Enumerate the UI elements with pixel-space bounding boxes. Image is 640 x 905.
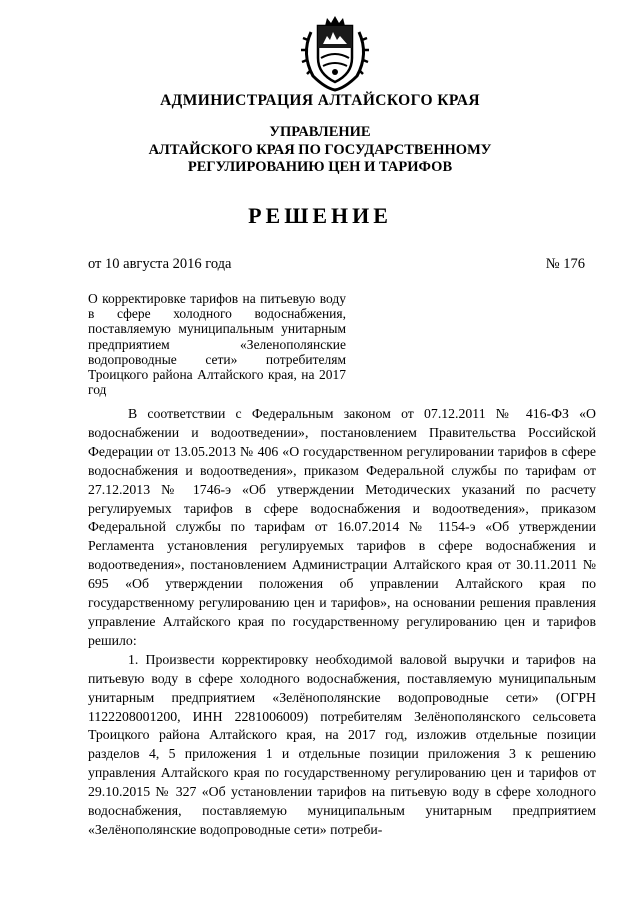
department-title — [0, 124, 640, 177]
organization-title: АДМИНИСТРАЦИЯ АЛТАЙСКОГО КРАЯ — [160, 92, 480, 109]
department-line: АЛТАЙСКОГО КРАЯ ПО ГОСУДАРСТВЕННОМУ — [148, 141, 492, 158]
document-subject: О корректировке тарифов на питьевую воду в сфере холодного водоснабжения, поставляемую муниципальным унитарным предприятием «Зеленополянские водопроводные сети» потребителям Троицкого района Алтайского края, на 2017 год — [88, 291, 346, 398]
coat-of-arms-emblem — [299, 14, 371, 92]
department-line: УПРАВЛЕНИЕ — [269, 124, 371, 140]
department-line: РЕГУЛИРОВАНИЮ ЦЕН И ТАРИФОВ — [187, 159, 453, 175]
preamble-paragraph — [88, 405, 596, 651]
document-body — [88, 405, 596, 840]
decided-word: решило: — [88, 632, 137, 648]
item-1-paragraph: 1. Произвести корректировку необходимой валовой выручки и тарифов на питьевую воду в сфере холодного водоснабжения, поставляемую муниципальным унитарным предприятием «Зелёнополянские водопроводные сети» (ОГРН 1122208001200, ИНН 2281006009) потребителям Зелёнополянского сельсовета Троицкого района Алтайского края, на 2017 год, изложив отдельные позиции разделов 4, 5 приложения 1 и отдельные позиции приложения 3 к решению управления Алтайского края по государственному регулированию цен и тарифов от 29.10.2015 № 327 «Об установлении тарифов на питьевую воду в сфере холодного водоснабжения, поставляемую муниципальным унитарным предприятием «Зелёнополянские водопроводные сети» потреби- — [88, 651, 596, 837]
document-type-heading: РЕШЕНИЕ — [248, 203, 392, 228]
document-date: от 10 августа 2016 года — [88, 256, 232, 272]
preamble-text: В соответствии с Федеральным законом от 07.12.2011 № 416-ФЗ «О водоснабжении и водоотведении», постановлением Правительства Российской Федерации от 13.05.2013 № 406 «О государственном регулировании тарифов в сфере водоснабжения и водоотведения», приказом Федеральной службы по тарифам от 27.12.2013 № 1746-э «Об утверждении Методических указаний по расчету регулируемых тарифов в сфере водоснабжения и водоотведения», приказом Федеральной службы по тарифам от 16.07.2014 № 1154-э «Об утверждении Регламента установления регулируемых тарифов в сфере водоснабжения и водоотведения», постановлением Администрации Алтайского края от 30.11.2011 № 695 «Об утверждении положения об управлении Алтайского края по государственному регулированию цен и тарифов», на основании решения правления управление Алтайского края по государственному регулированию цен и тарифов — [88, 406, 596, 629]
document-number: № 176 — [545, 256, 585, 272]
